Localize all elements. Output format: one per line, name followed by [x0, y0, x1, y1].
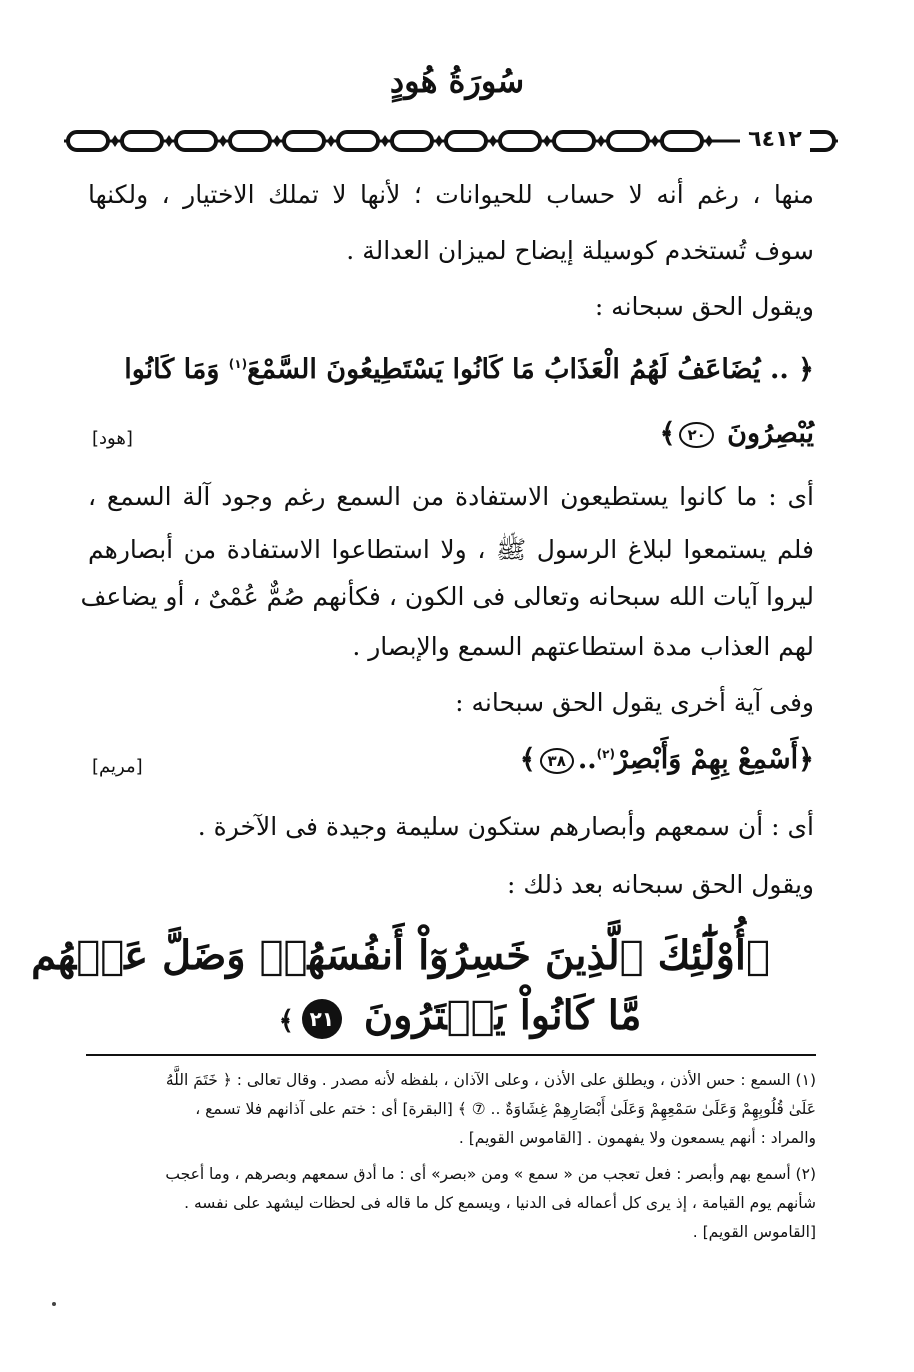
verse-number: ٢٠ [679, 422, 713, 448]
quran-verse-calligraphy: ﴿أُوْلَٰٓئِكَ ٱلَّذِينَ خَسِرُوٓاْ أَنفُسَهُمۡ وَضَلَّ عَنۡهُم [31, 932, 770, 979]
surah-reference: [مريم] [92, 756, 143, 777]
footnote-line: شأنهم يوم القيامة ، إذ يرى كل أعماله فى الدنيا ، ويسمع كل ما قاله فى لحظات ليشهد على نفسه . [184, 1194, 816, 1212]
verse-close-bracket: ﴾ [659, 418, 676, 449]
paragraph-line: أى : أن سمعهم وأبصارهم ستكون سليمة وجيدة فى الآخرة . [197, 812, 814, 841]
page-number: ٦٤١٢ [740, 125, 810, 155]
verse-text: ﴿أَسْمِعْ بِهِمْ وَأَبْصِرْ [614, 744, 814, 775]
scan-speck [52, 1302, 56, 1306]
paragraph-line: ليروا آيات الله سبحانه وتعالى فى الكون ، فكأنهم صُمٌّ عُمْىٌ ، أو يضاعف [80, 582, 814, 611]
footnote-line: (١) السمع : حس الأذن ، ويطلق على الأذن ، وعلى الآذان ، بلفظه لأنه مصدر . وقال تعالى : ﴿ خَتَمَ اللَّهُ [165, 1071, 816, 1089]
decorative-chain-border [64, 126, 838, 156]
verse-intro: ويقول الحق سبحانه : [594, 292, 814, 321]
verse-number: ٢١ [302, 999, 342, 1039]
paragraph-line: فلم يستمعوا لبلاغ الرسول ﷺ ، ولا استطاعوا الاستفادة من أبصارهم [88, 535, 814, 564]
footnote-line: عَلَىٰ قُلُوبِهِمْ وَعَلَىٰ سَمْعِهِمْ وَعَلَىٰ أَبْصَارِهِمْ غِشَاوَةٌ .. ⑦ ﴾ [البقرة] أى : ختم على آذانهم فلا تسمع ، [195, 1100, 816, 1118]
verse-text: وَمَا كَانُوا [124, 354, 220, 385]
paragraph-line: سوف تُستخدم كوسيلة إيضاح لميزان العدالة . [346, 236, 814, 265]
verse-close-bracket: ﴾ [519, 744, 536, 775]
footnote-divider [86, 1054, 816, 1056]
verse-number: ٣٨ [540, 748, 574, 774]
footnote-line: (٢) أسمع بهم وأبصر : فعل تعجب من « سمع » ومن «بصر» أى : ما أدق سمعهم وبصرهم ، وما أعجب [165, 1165, 816, 1183]
quran-verse-calligraphy [150, 992, 770, 1039]
quran-verse [88, 744, 814, 775]
verse-ellipsis: .. [577, 744, 597, 775]
paragraph-line: منها ، رغم أنه لا حساب للحيوانات ؛ لأنها لا تملك الاختيار ، ولكنها [88, 180, 814, 209]
footnote-marker: (٢) [596, 747, 615, 761]
footnote-1 [86, 1066, 816, 1153]
footnote-2 [86, 1160, 816, 1247]
paragraph-line: لهم العذاب مدة استطاعتهم السمع والإبصار . [352, 632, 814, 661]
verse-text: مَّا كَانُواْ يَفۡتَرُونَ [363, 992, 642, 1039]
footnote-line: [القاموس القويم] . [692, 1223, 816, 1241]
verse-text: ﴿ .. يُضَاعَفُ لَهُمُ الْعَذَابُ مَا كَانُوا يَسْتَطِيعُونَ السَّمْعَ [247, 354, 814, 385]
paragraph-line: أى : ما كانوا يستطيعون الاستفادة من السمع رغم وجود آلة السمع ، [88, 482, 814, 511]
footnote-line: والمراد : أنهم يسمعون ولا يفهمون . [القاموس القويم] . [458, 1129, 816, 1147]
quran-verse-continuation [88, 418, 814, 449]
surah-title: سُورَةُ هُودٍ [389, 62, 525, 100]
verse-text: يُبْصِرُونَ [727, 418, 814, 449]
footnote-marker: (١) [228, 357, 248, 371]
surah-reference: [هود] [92, 428, 133, 449]
verse-intro: وفى آية أخرى يقول الحق سبحانه : [455, 688, 814, 717]
quran-verse [88, 354, 814, 385]
verse-intro: ويقول الحق سبحانه بعد ذلك : [506, 870, 814, 899]
verse-close-bracket: ﴾ [278, 1006, 294, 1036]
